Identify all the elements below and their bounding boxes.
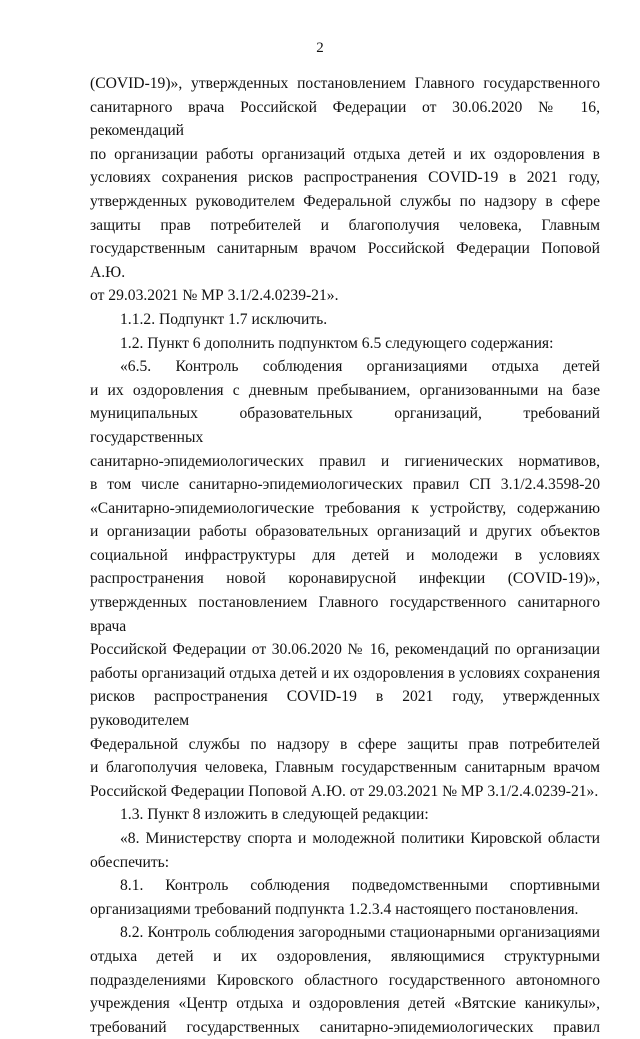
text-line: муниципальных образовательных организаций, требований государственных [90, 405, 600, 446]
text-line: условиях сохранения рисков распространения COVID-19 в 2021 году, [90, 169, 600, 187]
text-line: «6.5. Контроль соблюдения организациями отдыха детей [120, 358, 600, 376]
text-line: Федеральной службы по надзору в сфере защиты прав потребителей [90, 735, 600, 753]
text-line: утвержденных руководителем Федеральной службы по надзору в сфере [90, 192, 600, 210]
text-line: работы организаций отдыха детей и их оздоровления в условиях сохранения [90, 664, 600, 682]
text-line: и благополучия человека, Главным государственным санитарным врачом [90, 759, 600, 777]
text-line: (COVID-19)», утвержденных постановлением Главного государственного [90, 75, 600, 92]
text-line: и их оздоровления с дневным пребыванием, организованными на базе [90, 381, 600, 399]
text-line: 1.2. Пункт 6 дополнить подпунктом 6.5 следующего содержания: [120, 334, 554, 352]
text-line: организациями требований подпункта 1.2.3.4 настоящего постановления. [90, 900, 579, 918]
text-line: рисков распространения COVID-19 в 2021 году, утвержденных руководителем [90, 688, 600, 730]
text-line: Российской Федерации от 30.06.2020 № 16, рекомендаций по организации [90, 641, 600, 659]
text-line: защиты прав потребителей и благополучия человека, Главным [90, 216, 600, 234]
text-line: 1.1.2. Подпункт 1.7 исключить. [120, 310, 328, 328]
text-line: санитарно-эпидемиологических правил и гигиенических нормативов, [90, 452, 600, 470]
text-line: требований государственных санитарно-эпидемиологических правил [90, 1018, 600, 1036]
text-line: распространения новой коронавирусной инфекции (COVID-19)», [90, 570, 600, 588]
text-line: обеспечить: [90, 853, 170, 871]
text-line: «Санитарно-эпидемиологические требования к устройству, содержанию [90, 499, 600, 517]
text-line: 8.2. Контроль соблюдения загородными стационарными организациями [120, 924, 600, 942]
text-line: по организации работы организаций отдыха детей и их оздоровления в [90, 145, 600, 163]
text-line: 1.3. Пункт 8 изложить в следующей редакции: [120, 806, 429, 824]
text-line: в том числе санитарно-эпидемиологических правил СП 3.1/2.4.3598-20 [90, 476, 600, 494]
text-line: и организации работы образовательных организаций и других объектов [90, 523, 600, 541]
text-line: учреждения «Центр отдыха и оздоровления детей «Вятские каникулы», [90, 995, 600, 1013]
text-line: государственным санитарным врачом Российской Федерации Поповой А.Ю. [90, 240, 600, 281]
text-line: отдыха детей и их оздоровления, являющимися структурными [90, 947, 600, 965]
text-line: 8.1. Контроль соблюдения подведомственными спортивными [120, 877, 600, 895]
text-line: социальной инфраструктуры для детей и молодежи в условиях [90, 546, 600, 564]
text-line: утвержденных постановлением Главного государственного санитарного врача [90, 594, 600, 635]
text-line: Российской Федерации Поповой А.Ю. от 29.03.2021 № МР 3.1/2.4.0239-21». [90, 782, 599, 800]
text-line: санитарного врача Российской Федерации от 30.06.2020 № 16, рекомендаций [90, 98, 600, 140]
page-number: 2 [316, 40, 324, 56]
text-line: от 29.03.2021 № МР 3.1/2.4.0239-21». [90, 287, 339, 305]
text-line: подразделениями Кировского областного государственного автономного [90, 971, 600, 989]
text-line: «8. Министерству спорта и молодежной политики Кировской области [120, 830, 600, 847]
document-body [90, 72, 600, 1039]
